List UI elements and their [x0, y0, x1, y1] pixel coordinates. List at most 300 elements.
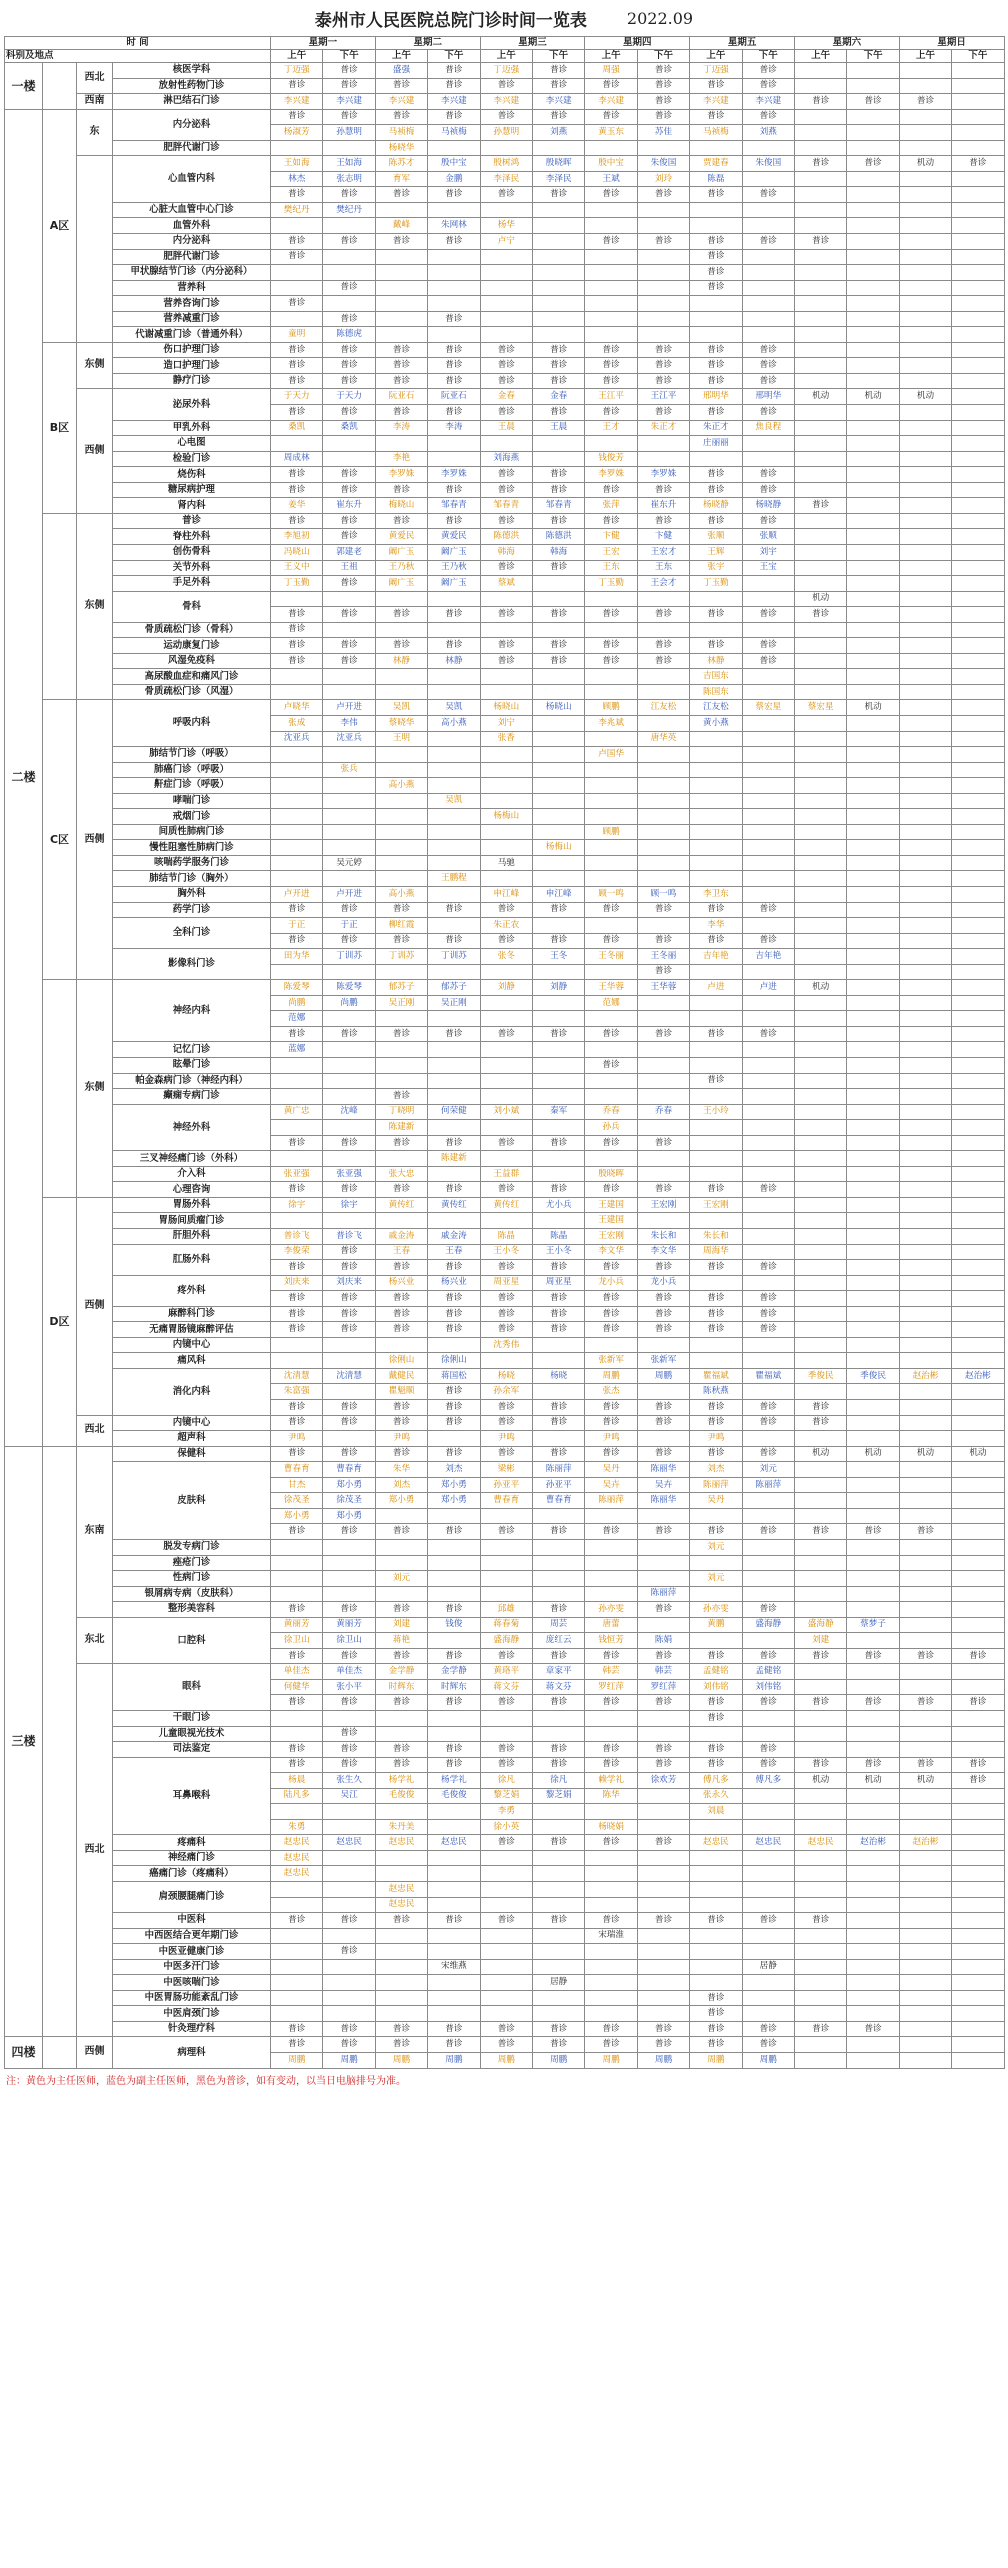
schedule-cell: [899, 78, 951, 94]
schedule-cell: [637, 1337, 689, 1353]
schedule-cell: [742, 1275, 794, 1291]
schedule-cell: [794, 529, 846, 545]
schedule-cell: 陈晶: [480, 1229, 532, 1245]
schedule-cell: [637, 591, 689, 607]
schedule-cell: [271, 1710, 323, 1726]
schedule-cell: [690, 591, 742, 607]
schedule-cell: 普诊: [532, 638, 584, 654]
schedule-cell: [794, 778, 846, 794]
schedule-cell: 普诊: [480, 653, 532, 669]
schedule-cell: [271, 1928, 323, 1944]
schedule-cell: [428, 1011, 480, 1027]
schedule-cell: [585, 1866, 637, 1882]
schedule-cell: [271, 840, 323, 856]
schedule-cell: [375, 1850, 427, 1866]
schedule-cell: [899, 187, 951, 203]
corner-header: 科别及地点: [5, 50, 271, 63]
schedule-cell: 普诊: [794, 1757, 846, 1773]
schedule-cell: 孙余军: [480, 1384, 532, 1400]
schedule-cell: 林静: [690, 653, 742, 669]
schedule-cell: 普诊飞: [323, 1229, 375, 1245]
schedule-cell: [952, 1058, 1004, 1074]
schedule-cell: [899, 1586, 951, 1602]
schedule-cell: 刘海燕: [480, 451, 532, 467]
schedule-cell: [899, 1306, 951, 1322]
schedule-cell: [952, 949, 1004, 965]
schedule-cell: [375, 1586, 427, 1602]
schedule-cell: [794, 2006, 846, 2022]
half-header: 上午: [271, 50, 323, 63]
schedule-cell: [847, 1135, 899, 1151]
schedule-cell: [847, 1913, 899, 1929]
schedule-cell: [899, 980, 951, 996]
schedule-cell: [271, 1975, 323, 1991]
schedule-cell: 赵忠民: [375, 1897, 427, 1913]
schedule-cell: [952, 1337, 1004, 1353]
schedule-cell: [323, 451, 375, 467]
schedule-cell: [375, 249, 427, 265]
schedule-cell: [952, 202, 1004, 218]
schedule-cell: 普诊: [480, 1135, 532, 1151]
schedule-cell: [899, 513, 951, 529]
schedule-cell: 普诊: [428, 1384, 480, 1400]
schedule-cell: [847, 1633, 899, 1649]
schedule-cell: [794, 2053, 846, 2069]
schedule-cell: 殷树鸿: [480, 156, 532, 172]
schedule-cell: [637, 1042, 689, 1058]
schedule-cell: 沈亚兵: [323, 731, 375, 747]
schedule-cell: [742, 1555, 794, 1571]
schedule-cell: 赖学礼: [585, 1773, 637, 1789]
schedule-cell: 普诊: [690, 2037, 742, 2053]
schedule-cell: 陈丽萍: [637, 1586, 689, 1602]
schedule-cell: [323, 249, 375, 265]
schedule-cell: [271, 1120, 323, 1136]
schedule-cell: [428, 918, 480, 934]
schedule-cell: 普诊: [428, 1135, 480, 1151]
schedule-cell: 徐宇: [271, 1197, 323, 1213]
schedule-cell: 杨学礼: [375, 1773, 427, 1789]
schedule-cell: [690, 1959, 742, 1975]
schedule-cell: [532, 296, 584, 312]
schedule-row: [5, 296, 1005, 312]
schedule-cell: 陈娟: [637, 1633, 689, 1649]
schedule-cell: [323, 1058, 375, 1074]
schedule-cell: [428, 436, 480, 452]
schedule-cell: [952, 638, 1004, 654]
schedule-cell: [271, 1539, 323, 1555]
schedule-cell: [585, 1073, 637, 1089]
schedule-cell: [323, 1819, 375, 1835]
schedule-cell: 普诊: [742, 234, 794, 250]
side-label: 西北: [77, 1664, 113, 2037]
schedule-row: [5, 762, 1005, 778]
schedule-cell: [742, 1058, 794, 1074]
schedule-cell: 普诊: [428, 1446, 480, 1462]
schedule-cell: [585, 1089, 637, 1105]
schedule-cell: [952, 1959, 1004, 1975]
schedule-cell: [952, 513, 1004, 529]
schedule-cell: [532, 327, 584, 343]
schedule-cell: 普诊: [323, 187, 375, 203]
schedule-cell: [847, 762, 899, 778]
schedule-cell: 蓝娜: [271, 1042, 323, 1058]
schedule-cell: 马祯梅: [428, 125, 480, 141]
schedule-cell: 孙亦雯: [690, 1602, 742, 1618]
schedule-cell: [899, 1819, 951, 1835]
schedule-cell: 王宏刚: [690, 1197, 742, 1213]
schedule-cell: [952, 1011, 1004, 1027]
schedule-row: [5, 1368, 1005, 1384]
schedule-cell: [847, 1571, 899, 1587]
schedule-cell: 唐华英: [637, 731, 689, 747]
schedule-cell: [480, 1726, 532, 1742]
schedule-cell: [952, 1462, 1004, 1478]
schedule-cell: [899, 715, 951, 731]
schedule-cell: 普诊: [585, 2037, 637, 2053]
schedule-cell: 普诊: [637, 373, 689, 389]
schedule-cell: [952, 1415, 1004, 1431]
schedule-cell: 普诊: [690, 1990, 742, 2006]
schedule-cell: [742, 1073, 794, 1089]
schedule-cell: 庞红云: [532, 1633, 584, 1649]
schedule-cell: [480, 1539, 532, 1555]
schedule-cell: [637, 824, 689, 840]
schedule-cell: 普诊: [637, 1306, 689, 1322]
schedule-cell: [532, 1539, 584, 1555]
schedule-cell: [847, 855, 899, 871]
schedule-cell: [375, 871, 427, 887]
schedule-cell: 普诊: [323, 902, 375, 918]
schedule-cell: 韩芸: [637, 1664, 689, 1680]
floor-label: 四楼: [5, 2037, 43, 2068]
schedule-cell: [690, 1151, 742, 1167]
schedule-cell: [952, 1524, 1004, 1540]
schedule-cell: [428, 1539, 480, 1555]
schedule-cell: [952, 855, 1004, 871]
schedule-cell: [952, 109, 1004, 125]
schedule-row: [5, 140, 1005, 156]
schedule-cell: [847, 1073, 899, 1089]
schedule-cell: 范娜: [271, 1011, 323, 1027]
schedule-cell: 普诊: [480, 1306, 532, 1322]
schedule-cell: [742, 327, 794, 343]
schedule-cell: [847, 886, 899, 902]
schedule-cell: [847, 1275, 899, 1291]
schedule-cell: [952, 1384, 1004, 1400]
schedule-cell: 卢宁: [480, 234, 532, 250]
schedule-cell: 孙亦雯: [585, 1602, 637, 1618]
department-name: 代谢减重门诊（普通外科）: [113, 327, 271, 343]
schedule-cell: 普诊: [271, 187, 323, 203]
schedule-cell: [637, 622, 689, 638]
schedule-cell: 普诊: [637, 964, 689, 980]
schedule-cell: 张永久: [690, 1788, 742, 1804]
schedule-cell: [794, 731, 846, 747]
schedule-cell: [323, 1850, 375, 1866]
schedule-cell: [847, 1742, 899, 1758]
schedule-cell: [375, 1058, 427, 1074]
schedule-cell: [952, 886, 1004, 902]
schedule-cell: [271, 436, 323, 452]
schedule-cell: 王冬丽: [637, 949, 689, 965]
schedule-cell: [952, 1493, 1004, 1509]
schedule-cell: [375, 1508, 427, 1524]
schedule-cell: 林静: [375, 653, 427, 669]
schedule-cell: [323, 1928, 375, 1944]
schedule-cell: [375, 1944, 427, 1960]
schedule-cell: [375, 311, 427, 327]
schedule-cell: 周成林: [271, 451, 323, 467]
schedule-cell: 普诊: [480, 1835, 532, 1851]
schedule-cell: [794, 311, 846, 327]
schedule-cell: [794, 1508, 846, 1524]
schedule-cell: [847, 1679, 899, 1695]
schedule-cell: 陈磊: [690, 171, 742, 187]
schedule-cell: [480, 995, 532, 1011]
schedule-cell: [637, 778, 689, 794]
schedule-cell: [480, 1944, 532, 1960]
schedule-cell: [323, 1431, 375, 1447]
schedule-cell: [532, 1058, 584, 1074]
schedule-cell: 孙慧明: [480, 125, 532, 141]
schedule-cell: 刘宇: [742, 544, 794, 560]
schedule-cell: [532, 234, 584, 250]
schedule-cell: 普诊: [585, 187, 637, 203]
schedule-cell: [952, 1135, 1004, 1151]
schedule-cell: [532, 1726, 584, 1742]
schedule-cell: 朱丹美: [375, 1819, 427, 1835]
schedule-cell: 黎芝娟: [480, 1788, 532, 1804]
schedule-cell: 普诊: [585, 1415, 637, 1431]
schedule-cell: [375, 840, 427, 856]
schedule-cell: [952, 560, 1004, 576]
schedule-cell: 普诊: [480, 405, 532, 421]
department-name: 检验门诊: [113, 451, 271, 467]
schedule-row: [5, 498, 1005, 514]
schedule-row: [5, 840, 1005, 856]
schedule-cell: 蒋春菊: [480, 1617, 532, 1633]
department-name: 慢性阻塞性肺病门诊: [113, 840, 271, 856]
schedule-cell: [428, 1850, 480, 1866]
schedule-cell: 卞健: [585, 529, 637, 545]
schedule-cell: [847, 638, 899, 654]
schedule-cell: [952, 622, 1004, 638]
schedule-row: [5, 218, 1005, 234]
schedule-cell: [847, 995, 899, 1011]
schedule-cell: 普诊: [742, 78, 794, 94]
schedule-cell: [637, 1508, 689, 1524]
schedule-cell: 普诊: [428, 234, 480, 250]
schedule-cell: [742, 1089, 794, 1105]
schedule-cell: [480, 1151, 532, 1167]
schedule-cell: [952, 1213, 1004, 1229]
schedule-cell: 江友松: [690, 700, 742, 716]
schedule-cell: 普诊: [690, 78, 742, 94]
schedule-cell: [375, 1804, 427, 1820]
schedule-cell: 王宝: [742, 560, 794, 576]
schedule-cell: [323, 436, 375, 452]
schedule-cell: 普诊: [532, 1524, 584, 1540]
schedule-row: [5, 1913, 1005, 1929]
schedule-cell: 黄广忠: [271, 1104, 323, 1120]
schedule-cell: [794, 1710, 846, 1726]
schedule-cell: 普诊: [323, 1524, 375, 1540]
schedule-cell: 普诊: [271, 607, 323, 623]
schedule-cell: 普诊: [375, 1524, 427, 1540]
schedule-cell: 普诊: [637, 1602, 689, 1618]
schedule-cell: [742, 824, 794, 840]
schedule-cell: 梅晓山: [375, 498, 427, 514]
schedule-cell: 普诊: [742, 358, 794, 374]
schedule-cell: 普诊: [271, 1446, 323, 1462]
schedule-cell: [323, 793, 375, 809]
schedule-cell: 普诊: [428, 607, 480, 623]
schedule-cell: [899, 886, 951, 902]
schedule-cell: 普诊: [375, 1648, 427, 1664]
schedule-cell: 李兴建: [480, 94, 532, 110]
schedule-cell: 周鹏: [480, 2053, 532, 2069]
schedule-row: [5, 1835, 1005, 1851]
schedule-cell: [794, 1493, 846, 1509]
schedule-cell: 居静: [742, 1959, 794, 1975]
schedule-cell: 王冬丽: [585, 949, 637, 965]
schedule-cell: [323, 296, 375, 312]
schedule-cell: [375, 265, 427, 281]
schedule-cell: 普诊: [637, 1135, 689, 1151]
schedule-cell: [952, 1726, 1004, 1742]
schedule-cell: [585, 1710, 637, 1726]
schedule-cell: [952, 731, 1004, 747]
schedule-cell: [794, 1462, 846, 1478]
schedule-cell: [899, 296, 951, 312]
schedule-cell: [428, 1928, 480, 1944]
schedule-cell: [899, 731, 951, 747]
schedule-cell: 赵忠民: [271, 1850, 323, 1866]
side-label: 东侧: [77, 980, 113, 1198]
schedule-row: [5, 265, 1005, 281]
schedule-cell: [637, 1944, 689, 1960]
schedule-cell: 赵治彬: [847, 1835, 899, 1851]
schedule-cell: 蔡宏星: [742, 700, 794, 716]
schedule-cell: [637, 1726, 689, 1742]
schedule-cell: [637, 1897, 689, 1913]
schedule-cell: [271, 1804, 323, 1820]
schedule-cell: 朱俊国: [742, 156, 794, 172]
schedule-row: [5, 1975, 1005, 1991]
schedule-cell: 马驰: [480, 855, 532, 871]
side-label: 东南: [77, 1446, 113, 1617]
schedule-cell: 普诊: [480, 1757, 532, 1773]
schedule-cell: 普诊: [323, 1695, 375, 1711]
schedule-cell: 普诊: [375, 1291, 427, 1307]
schedule-cell: 普诊: [637, 902, 689, 918]
schedule-cell: 蒋文芬: [532, 1679, 584, 1695]
schedule-cell: [532, 591, 584, 607]
schedule-cell: [637, 855, 689, 871]
schedule-cell: [899, 1959, 951, 1975]
schedule-cell: 卢开进: [271, 886, 323, 902]
schedule-cell: [899, 358, 951, 374]
schedule-cell: [847, 234, 899, 250]
schedule-cell: [532, 311, 584, 327]
schedule-cell: 刘庆来: [323, 1275, 375, 1291]
schedule-cell: [585, 265, 637, 281]
schedule-cell: [742, 1197, 794, 1213]
schedule-cell: [952, 1400, 1004, 1416]
schedule-cell: 普诊: [637, 1026, 689, 1042]
schedule-cell: [847, 1104, 899, 1120]
department-name: 肺结节门诊（呼吸）: [113, 747, 271, 763]
schedule-cell: [428, 1866, 480, 1882]
schedule-row: [5, 2037, 1005, 2053]
schedule-cell: [952, 1260, 1004, 1276]
schedule-cell: [899, 1664, 951, 1680]
department-name: 心电图: [113, 436, 271, 452]
schedule-cell: 赵忠民: [271, 1835, 323, 1851]
schedule-cell: 尹鸣: [271, 1431, 323, 1447]
schedule-cell: [794, 1788, 846, 1804]
schedule-cell: 普诊: [480, 373, 532, 389]
schedule-row: [5, 467, 1005, 483]
schedule-cell: [742, 886, 794, 902]
department-name: 麻醉科门诊: [113, 1306, 271, 1322]
schedule-cell: [794, 1213, 846, 1229]
schedule-cell: 普诊: [742, 1648, 794, 1664]
schedule-cell: 金春: [480, 389, 532, 405]
schedule-cell: [794, 1866, 846, 1882]
schedule-cell: 普诊: [323, 1913, 375, 1929]
schedule-cell: [637, 1850, 689, 1866]
department-name: 中医肩颈门诊: [113, 2006, 271, 2022]
schedule-cell: 王斌: [585, 171, 637, 187]
schedule-cell: 普诊: [742, 63, 794, 79]
schedule-cell: [794, 1850, 846, 1866]
schedule-cell: 龙小兵: [585, 1275, 637, 1291]
schedule-cell: 何荣健: [428, 1104, 480, 1120]
department-name: 癌痛门诊（疼痛科）: [113, 1866, 271, 1882]
schedule-table: [4, 36, 1005, 2069]
schedule-row: [5, 591, 1005, 607]
department-name: 内镜中心: [113, 1415, 271, 1431]
schedule-cell: [532, 1151, 584, 1167]
schedule-cell: 普诊: [690, 1026, 742, 1042]
schedule-cell: 朱华: [375, 1462, 427, 1478]
schedule-cell: [585, 1881, 637, 1897]
schedule-cell: [532, 1850, 584, 1866]
schedule-cell: 黄小燕: [690, 715, 742, 731]
schedule-cell: 张顺: [690, 529, 742, 545]
area-label: [43, 63, 77, 110]
schedule-cell: 樊纪丹: [271, 202, 323, 218]
schedule-cell: 普诊: [585, 1291, 637, 1307]
area-label: B区: [43, 342, 77, 513]
schedule-cell: [847, 1322, 899, 1338]
schedule-cell: [899, 1058, 951, 1074]
schedule-cell: [532, 2006, 584, 2022]
schedule-cell: 刘静: [480, 980, 532, 996]
schedule-cell: [271, 265, 323, 281]
schedule-cell: 普诊: [532, 1260, 584, 1276]
schedule-cell: [742, 1431, 794, 1447]
schedule-cell: 普诊: [271, 2021, 323, 2037]
schedule-cell: 王宏才: [637, 544, 689, 560]
schedule-cell: 韩海: [480, 544, 532, 560]
schedule-cell: 赵忠民: [428, 1835, 480, 1851]
schedule-cell: 普诊: [585, 1648, 637, 1664]
schedule-cell: 王华蓉: [637, 980, 689, 996]
schedule-cell: [637, 1710, 689, 1726]
